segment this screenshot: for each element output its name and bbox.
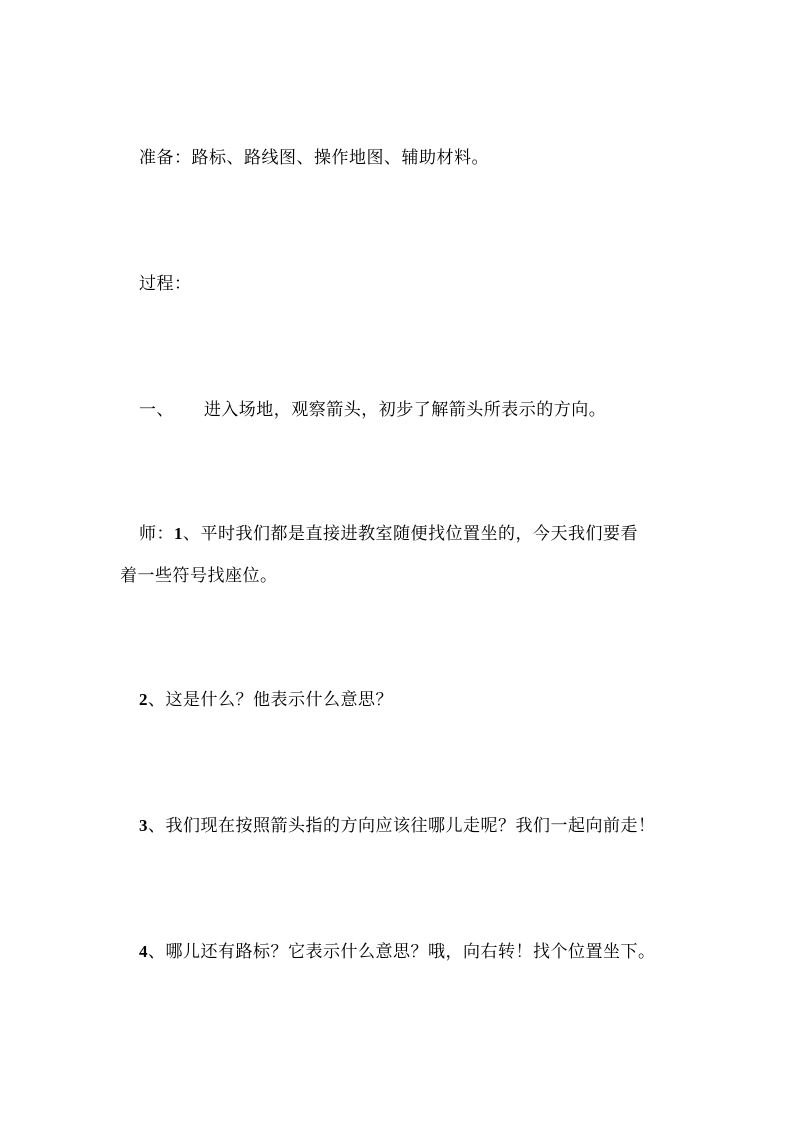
step-one-number: 1 <box>174 524 183 543</box>
step-one-paragraph <box>139 524 638 544</box>
step-one-continuation-text: 着一些符号找座位。 <box>120 566 278 586</box>
step-four-number: 4 <box>139 942 148 961</box>
section-one-prefix: 一、 <box>139 400 174 420</box>
step-two-text: 、这是什么？他表示什么意思？ <box>148 690 393 710</box>
step-three-number: 3 <box>139 816 148 835</box>
section-one-text: 进入场地，观察箭头，初步了解箭头所表示的方向。 <box>203 400 607 420</box>
step-three-text: 、我们现在按照箭头指的方向应该往哪儿走呢？我们一起向前走！ <box>148 816 656 836</box>
step-one-continuation <box>120 566 278 586</box>
step-three-paragraph <box>139 816 656 836</box>
step-two-paragraph <box>139 690 393 710</box>
process-heading <box>139 274 192 294</box>
preparation-paragraph <box>139 148 489 168</box>
section-one-heading <box>139 400 606 420</box>
teacher-label: 师： <box>139 524 174 544</box>
step-two-number: 2 <box>139 690 148 709</box>
step-one-text: 、平时我们都是直接进教室随便找位置坐的，今天我们要看 <box>183 524 638 544</box>
step-four-text: 、哪儿还有路标？它表示什么意思？哦，向右转！找个位置坐下。 <box>148 942 656 962</box>
process-heading-text: 过程： <box>139 274 192 294</box>
step-four-paragraph <box>139 942 656 962</box>
preparation-text: 准备：路标、路线图、操作地图、辅助材料。 <box>139 148 489 168</box>
